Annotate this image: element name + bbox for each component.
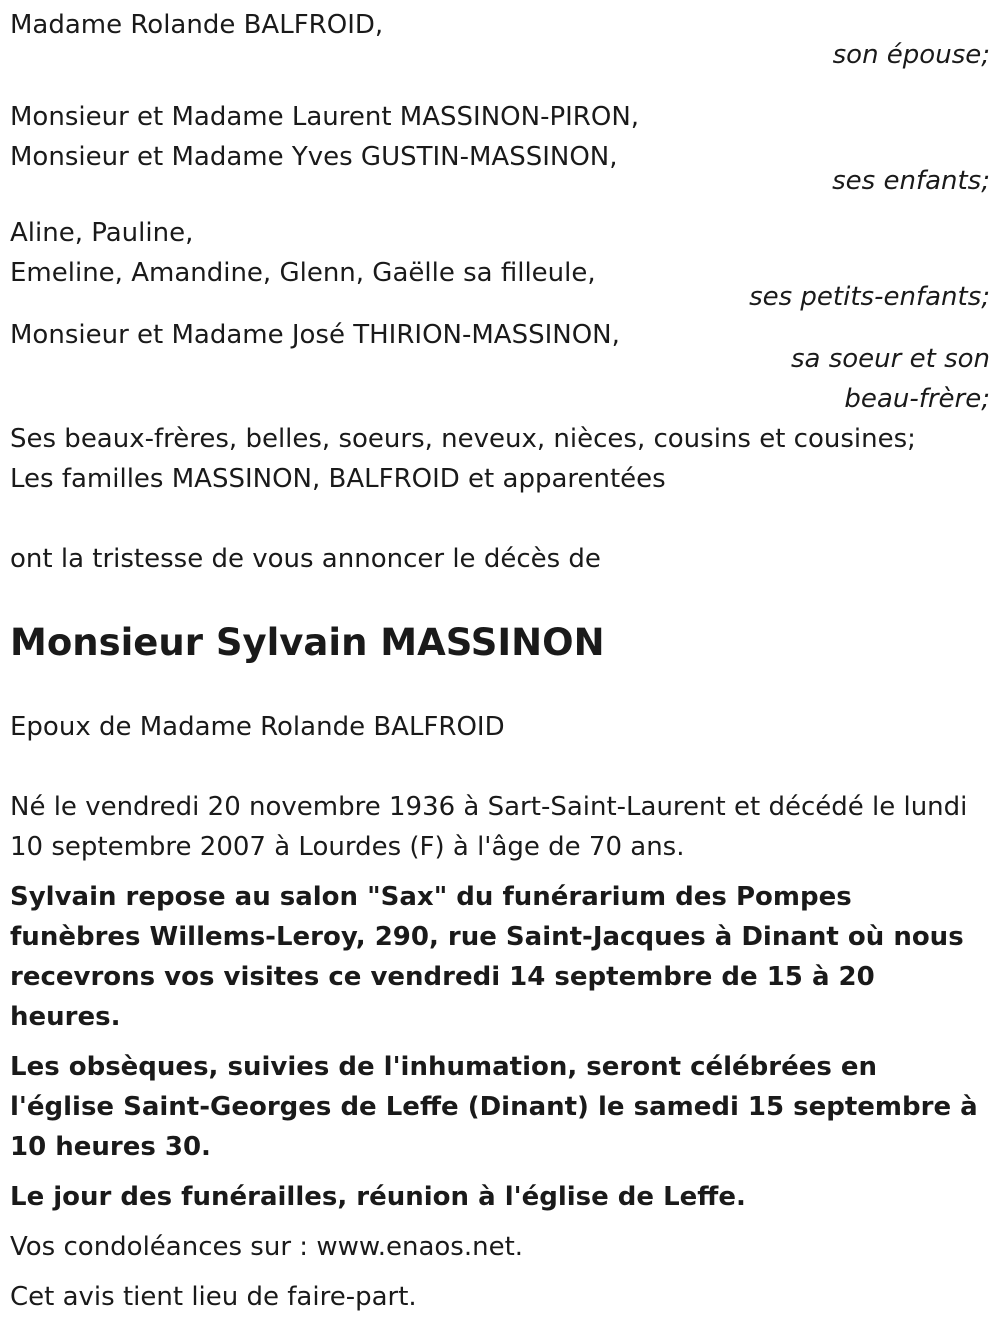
family-sibling-line: Monsieur et Madame José THIRION-MASSINON, — [10, 320, 620, 350]
spouse-line: Epoux de Madame Rolande BALFROID — [10, 712, 505, 742]
meeting-paragraph: Le jour des funérailles, réunion à l'église de Leffe. — [10, 1182, 746, 1212]
funeral-paragraph: Les obsèques, suivies de l'inhumation, seront célébrées en l'église Saint-Georges de Leffe (Dinant) le samedi 15 septembre à 10 heures 30. — [10, 1052, 978, 1162]
relation-children: ses enfants; — [832, 166, 990, 196]
family-spouse-line: Madame Rolande BALFROID, — [10, 10, 384, 40]
condolences-paragraph: Vos condoléances sur : www.enaos.net. — [10, 1232, 524, 1262]
extended-family-line-2: Les familles MASSINON, BALFROID et apparentées — [10, 464, 666, 494]
closing-paragraph: Cet avis tient lieu de faire-part. — [10, 1282, 417, 1312]
family-child-line-1: Monsieur et Madame Laurent MASSINON-PIRON, — [10, 102, 640, 132]
announcement-text: ont la tristesse de vous annoncer le décès de — [10, 544, 601, 574]
relation-sibling-line-2: beau-frère; — [844, 384, 990, 414]
birth-death-paragraph: Né le vendredi 20 novembre 1936 à Sart-Saint-Laurent et décédé le lundi 10 septembre 2007 à Lourdes (F) à l'âge de 70 ans. — [10, 792, 968, 862]
deceased-name: Monsieur Sylvain MASSINON — [10, 621, 605, 664]
visitation-paragraph: Sylvain repose au salon "Sax" du funérarium des Pompes funèbres Willems-Leroy, 290, rue Saint-Jacques à Dinant où nous recevrons vos visites ce vendredi 14 septembre de 15 à 20 heures. — [10, 882, 964, 1032]
relation-grandchildren: ses petits-enfants; — [749, 282, 990, 312]
relation-sibling-line-1: sa soeur et son — [790, 344, 990, 374]
family-grandchild-line-2: Emeline, Amandine, Glenn, Gaëlle sa filleule, — [10, 258, 596, 288]
relation-spouse: son épouse; — [832, 40, 990, 70]
extended-family-line-1: Ses beaux-frères, belles, soeurs, neveux, nièces, cousins et cousines; — [10, 424, 916, 454]
family-grandchild-line-1: Aline, Pauline, — [10, 218, 194, 248]
family-child-line-2: Monsieur et Madame Yves GUSTIN-MASSINON, — [10, 142, 618, 172]
